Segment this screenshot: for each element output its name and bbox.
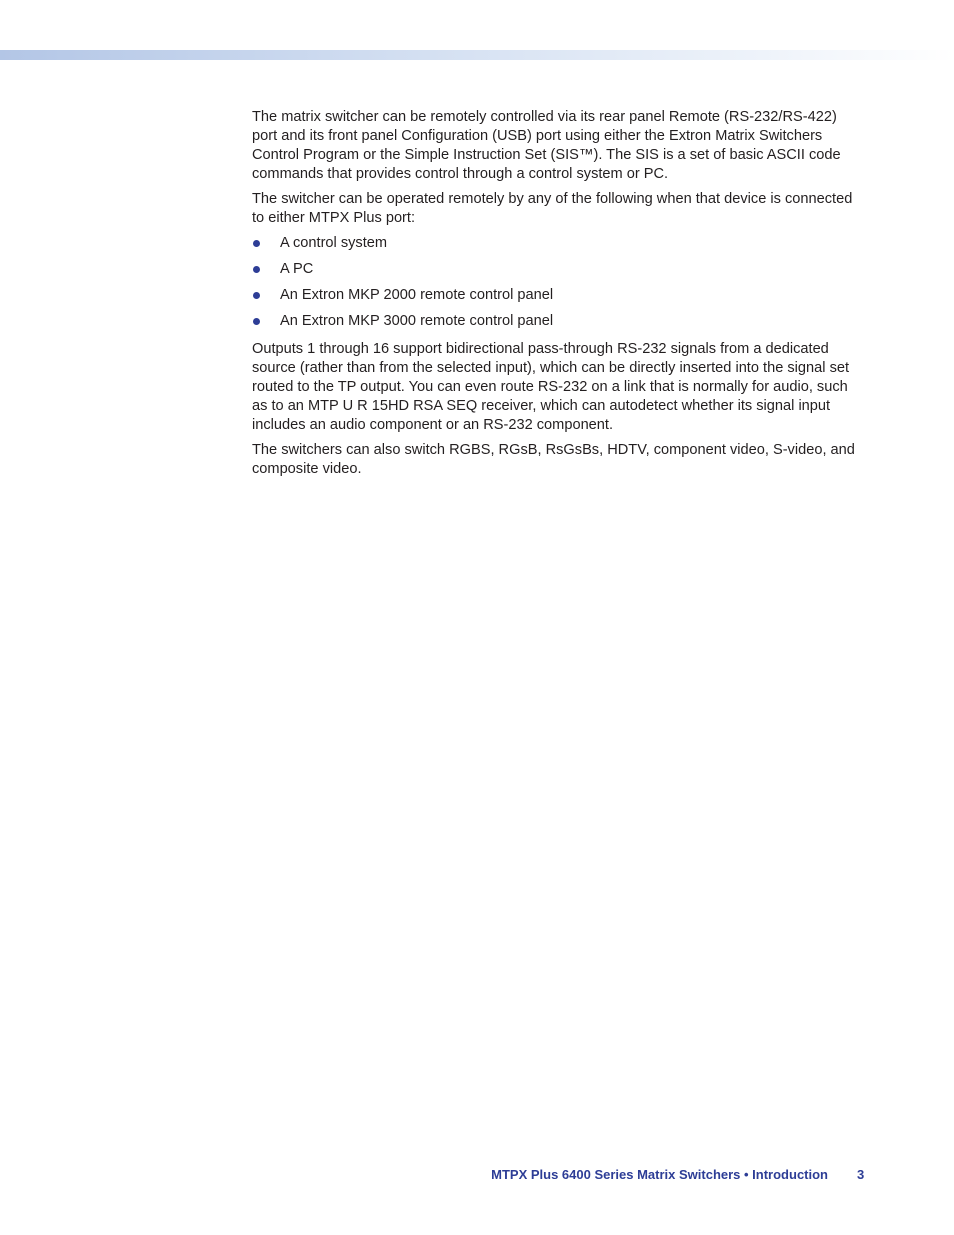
list-item [252, 234, 864, 260]
list-item [252, 286, 864, 312]
paragraph-video-formats: The switchers can also switch RGBS, RGsB, RsGsBs, HDTV, component video, S-video, and composite video. [252, 442, 855, 477]
list-item-label: An Extron MKP 3000 remote control panel [280, 313, 554, 329]
list-item [252, 312, 864, 338]
list-item-label: A PC [280, 261, 314, 277]
footer-title: MTPX Plus 6400 Series Matrix Switchers • Introduction [491, 1167, 828, 1182]
header-gradient-band [0, 50, 954, 60]
main-content [252, 108, 864, 485]
list-item [252, 260, 864, 286]
bullet-icon [253, 266, 260, 273]
page-footer [0, 1167, 954, 1187]
list-item-label: An Extron MKP 2000 remote control panel [280, 287, 554, 303]
list-item-label: A control system [280, 235, 388, 251]
paragraph-rs232-passthrough: Outputs 1 through 16 support bidirectional pass-through RS-232 signals from a dedicated source (rather than from the selected input), which can be directly inserted into the signal set routed to the TP output. You can even route RS-232 on a link that is normally for audio, such as to an MTP U R 15HD RSA SEQ receiver, which can autodetect whether its signal input includes an audio component or an RS-232 component. [252, 341, 850, 433]
paragraph-operated-remotely: The switcher can be operated remotely by any of the following when that device is connected to either MTPX Plus port: [252, 191, 853, 226]
paragraph-remote-control: The matrix switcher can be remotely controlled via its rear panel Remote (RS-232/RS-422) port and its front panel Configuration (USB) port using either the Extron Matrix Switchers Control Program or the Simple Instruction Set (SIS™). The SIS is a set of basic ASCII code commands that provides control through a control system or PC. [252, 109, 841, 182]
device-list [252, 234, 864, 338]
bullet-icon [253, 292, 260, 299]
bullet-icon [253, 318, 260, 325]
page-number: 3 [857, 1167, 865, 1182]
bullet-icon [253, 240, 260, 247]
